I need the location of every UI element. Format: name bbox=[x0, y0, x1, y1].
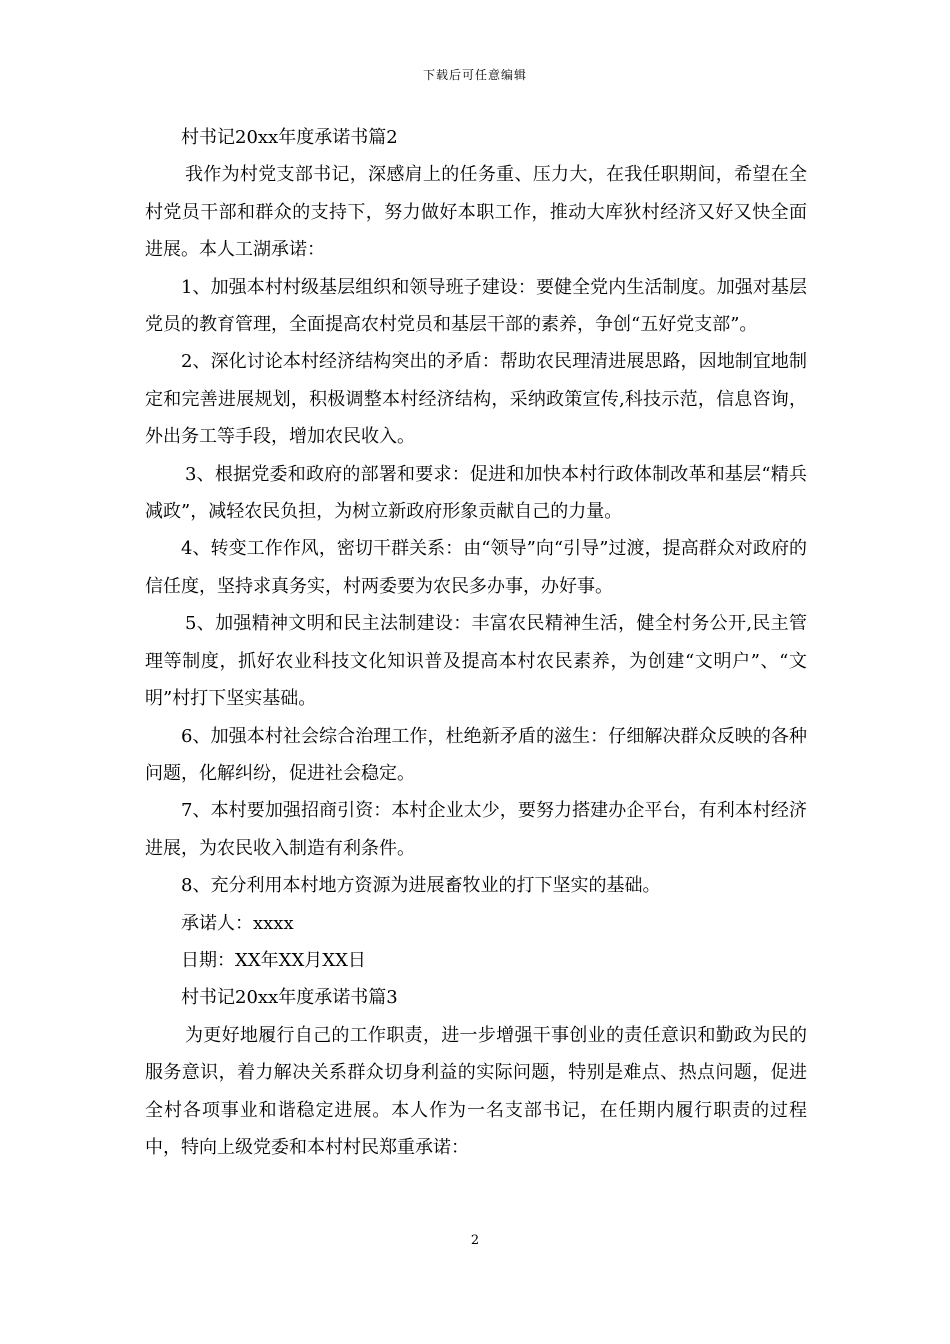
document-body bbox=[145, 119, 807, 1166]
section-title-2: 村书记20xx年度承诺书篇2 bbox=[181, 127, 398, 148]
item-1-paragraph: 1、加强本村村级基层组织和领导班子建设：要健全党内生活制度。加强对基层党员的教育管理，全面提高农村党员和基层干部的素养，争创“五好党支部”。 bbox=[145, 276, 807, 336]
signatory-line: 承诺人：xxxx bbox=[181, 912, 294, 934]
intro-paragraph: 我作为村党支部书记，深感肩上的任务重、压力大，在我任职期间，希望在全村党员干部和群众的支持下，努力做好本职工作，推动大库狄村经济又好又快全面进展。本人工湖承诺： bbox=[145, 164, 807, 261]
item-4-paragraph: 4、转变工作作风，密切干群关系：由“领导”向“引导”过渡，提高群众对政府的信任度，坚持求真务实，村两委要为农民多办事，办好事。 bbox=[145, 538, 807, 597]
item-7-paragraph: 7、本村要加强招商引资：本村企业太少，要努力搭建办企平台，有利本村经济进展，为农民收入制造有利条件。 bbox=[145, 800, 807, 859]
section-3-paragraph: 为更好地履行自己的工作职责，进一步增强干事创业的责任意识和勤政为民的服务意识，着力解决关系群众切身利益的实际问题，特别是难点、热点问题，促进全村各项事业和谐稳定进展。本人作为一名支部书记，在任期内履行职责的过程中，特向上级党委和本村村民郑重承诺： bbox=[145, 1024, 807, 1158]
item-5-paragraph: 5、加强精神文明和民主法制建设：丰富农民精神生活，健全村务公开,民主管理等制度，抓好农业科技文化知识普及提高本村农民素养，为创建“文明户”、“文明”村打下坚实基础。 bbox=[145, 613, 807, 710]
item-2-paragraph: 2、深化讨论本村经济结构突出的矛盾：帮助农民理清进展思路，因地制宜地制定和完善进展规划，积极调整本村经济结构，采纳政策宣传,科技示范，信息咨询，外出务工等手段，增加农民收入。 bbox=[145, 351, 807, 448]
item-3-paragraph: 3、根据党委和政府的部署和要求：促进和加快本村行政体制改革和基层“精兵减政”，减轻农民负担，为树立新政府形象贡献自己的力量。 bbox=[145, 463, 807, 523]
date-line: 日期：XX年XX月XX日 bbox=[181, 949, 366, 971]
item-6-paragraph: 6、加强本村社会综合治理工作，杜绝新矛盾的滋生：仔细解决群众反映的各种问题，化解纠纷，促进社会稳定。 bbox=[145, 725, 807, 784]
page-header: 下载后可任意编辑 bbox=[422, 68, 527, 82]
item-8-paragraph: 8、充分利用本村地方资源为进展畜牧业的打下坚实的基础。 bbox=[181, 875, 661, 897]
page-number: 2 bbox=[470, 1233, 480, 1248]
section-title-3: 村书记20xx年度承诺书篇3 bbox=[181, 987, 398, 1009]
